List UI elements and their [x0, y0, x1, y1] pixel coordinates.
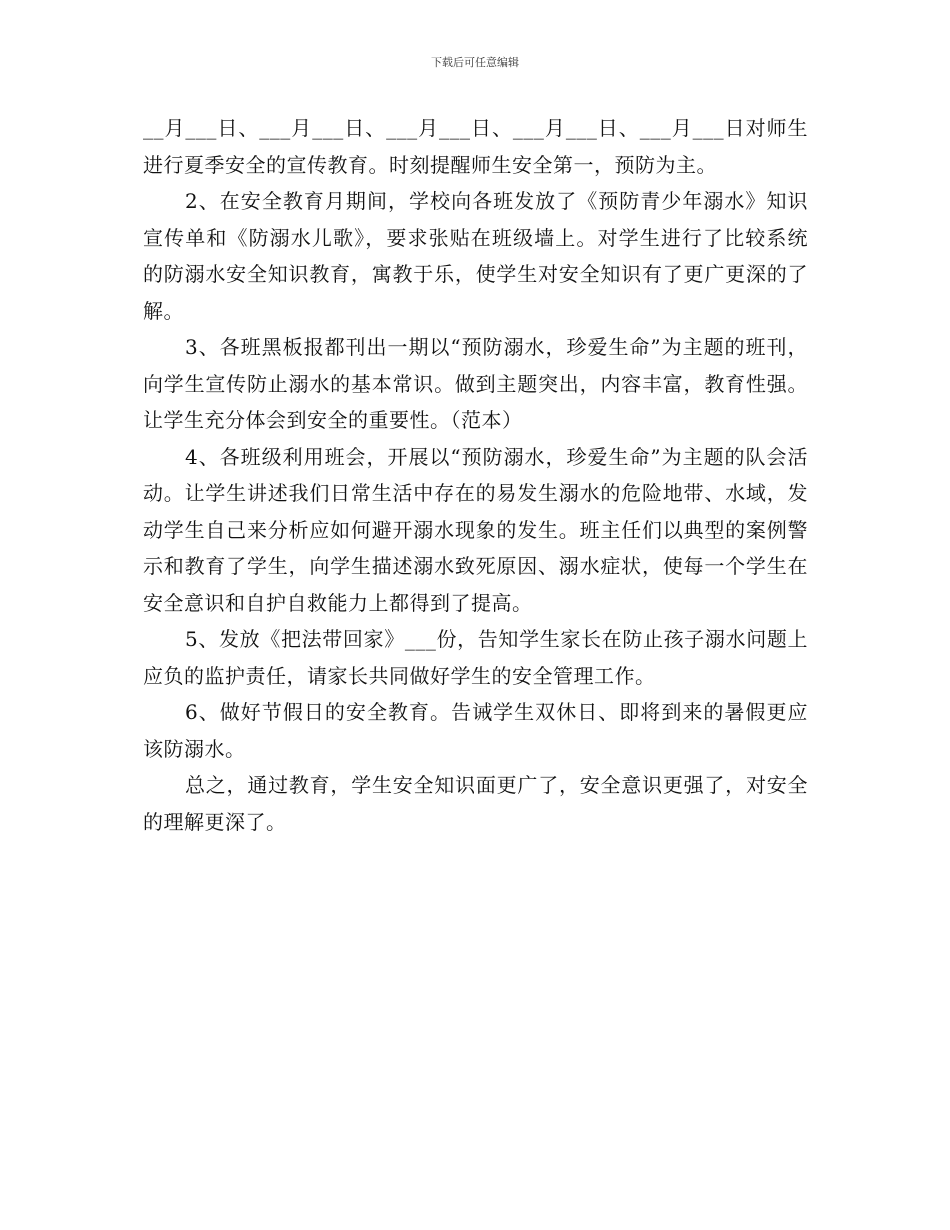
paragraph-summary: 总之，通过教育，学生安全知识面更广了，安全意识更强了，对安全的理解更深了。 [143, 773, 808, 834]
paragraph-item-5: 5、发放《把法带回家》___份，告知学生家长在防止孩子溺水问题上应负的监护责任，请家长共同做好学生的安全管理工作。 [143, 627, 808, 688]
paragraph-item-4: 4、各班级利用班会，开展以“预防溺水，珍爱生命”为主题的队会活动。让学生讲述我们日常生活中存在的易发生溺水的危险地带、水域，发动学生自己来分析应如何避开溺水现象的发生。班主任们以典型的案例警示和教育了学生，向学生描述溺水致死原因、溺水症状，使每一个学生在安全意识和自护自救能力上都得到了提高。 [143, 444, 808, 615]
document-body [143, 110, 808, 840]
paragraph-item-2: 2、在安全教育月期间，学校向各班发放了《预防青少年溺水》知识宣传单和《防溺水儿歌》，要求张贴在班级墙上。对学生进行了比较系统的防溺水安全知识教育，寓教于乐，使学生对安全知识有了更广更深的了解。 [143, 189, 808, 323]
page-header: 下载后可任意编辑 [431, 56, 519, 69]
paragraph-item-6: 6、做好节假日的安全教育。告诫学生双休日、即将到来的暑假更应该防溺水。 [143, 700, 808, 761]
paragraph-item-3: 3、各班黑板报都刊出一期以“预防溺水，珍爱生命”为主题的班刊，向学生宣传防止溺水的基本常识。做到主题突出，内容丰富，教育性强。让学生充分体会到安全的重要性。（范本） [143, 335, 808, 432]
paragraph-dates: __月___日、___月___日、___月___日、___月___日、___月___日对师生进行夏季安全的宣传教育。时刻提醒师生安全第一，预防为主。 [143, 116, 808, 177]
